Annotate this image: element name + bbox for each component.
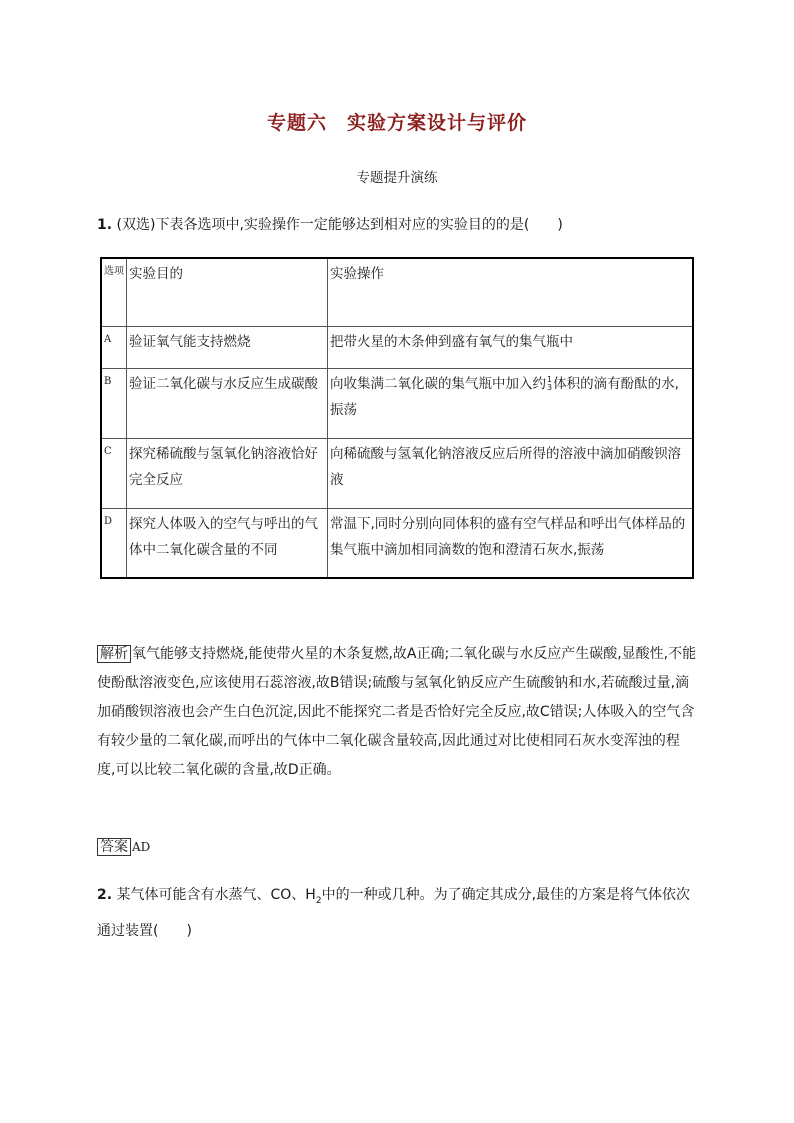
question-number: 2. [97,887,113,903]
answer-label: 答案 [97,838,131,856]
question-text: (双选)下表各选项中,实验操作一定能够达到相对应的实验目的的是( ) [116,217,563,233]
experiment-table [100,257,694,579]
question-number: 1. [97,217,113,233]
page-title: 专题六 实验方案设计与评价 [266,112,527,134]
fraction-denominator: 3 [547,382,553,392]
table-row [101,508,693,578]
row-operation: 常温下,同时分别向同体积的盛有空气样品和呼出气体样品的集气瓶中滴加相同滴数的饱和澄清石灰水,振荡 [328,508,694,578]
row-aim: 探究稀硫酸与氢氧化钠溶液恰好完全反应 [127,438,328,508]
section-subtitle: 专题提升演练 [356,170,438,186]
row-operation: 向稀硫酸与氢氧化钠溶液反应后所得的溶液中滴加硝酸钡溶液 [328,438,694,508]
answer-block [97,836,150,858]
question-1 [97,210,697,240]
analysis-label: 解析 [97,645,131,663]
row-option: A [101,326,127,368]
table-header-row [101,258,693,326]
row-option: C [101,438,127,508]
fraction [547,376,552,392]
question-2 [97,880,697,946]
row-aim: 探究人体吸入的空气与呼出的气体中二氧化碳含量的不同 [127,508,328,578]
analysis-text: 氧气能够支持燃烧,能使带火星的木条复燃,故A正确;二氧化碳与水反应产生碳酸,显酸性,不能使酚酞溶液变色,应该使用石蕊溶液,故B错误;硫酸与氢氧化钠反应产生硫酸钠和水,若硫酸过量,滴加硝酸钡溶液也会产生白色沉淀,因此不能探究二者是否恰好完全反应,故C错误;人体吸入的空气含有较少量的二氧化碳,而呼出的气体中二氧化碳含量较高,因此通过对比使相同石灰水变浑浊的程度,可以比较二氧化碳的含量,故D正确。 [97,646,697,778]
table-row [101,438,693,508]
subscript: 2 [315,895,322,906]
header-aim: 实验目的 [127,258,328,326]
row-operation: 把带火星的木条伸到盛有氧气的集气瓶中 [328,326,694,368]
table-row [101,326,693,368]
row-aim: 验证二氧化碳与水反应生成碳酸 [127,368,328,438]
answer-value: AD [132,840,151,854]
row-option: D [101,508,127,578]
row-operation [328,368,694,438]
table-row [101,368,693,438]
operation-text-before: 向收集满二氧化碳的集气瓶中加入约 [330,375,546,392]
row-option: B [101,368,127,438]
fraction-numerator: 1 [547,374,553,384]
operation-text-after: 体积的滴有酚酞的水,振荡 [330,375,679,418]
row-aim: 验证氧气能支持燃烧 [127,326,328,368]
question-text-before: 某气体可能含有水蒸气、CO、H [116,887,316,903]
analysis-block [97,640,697,785]
header-option: 选项 [101,258,127,326]
question-text-after: 中的一种或几种。为了确定其成分,最佳的方案是将气体依次通过装置( ) [97,887,691,939]
header-operation: 实验操作 [328,258,694,326]
